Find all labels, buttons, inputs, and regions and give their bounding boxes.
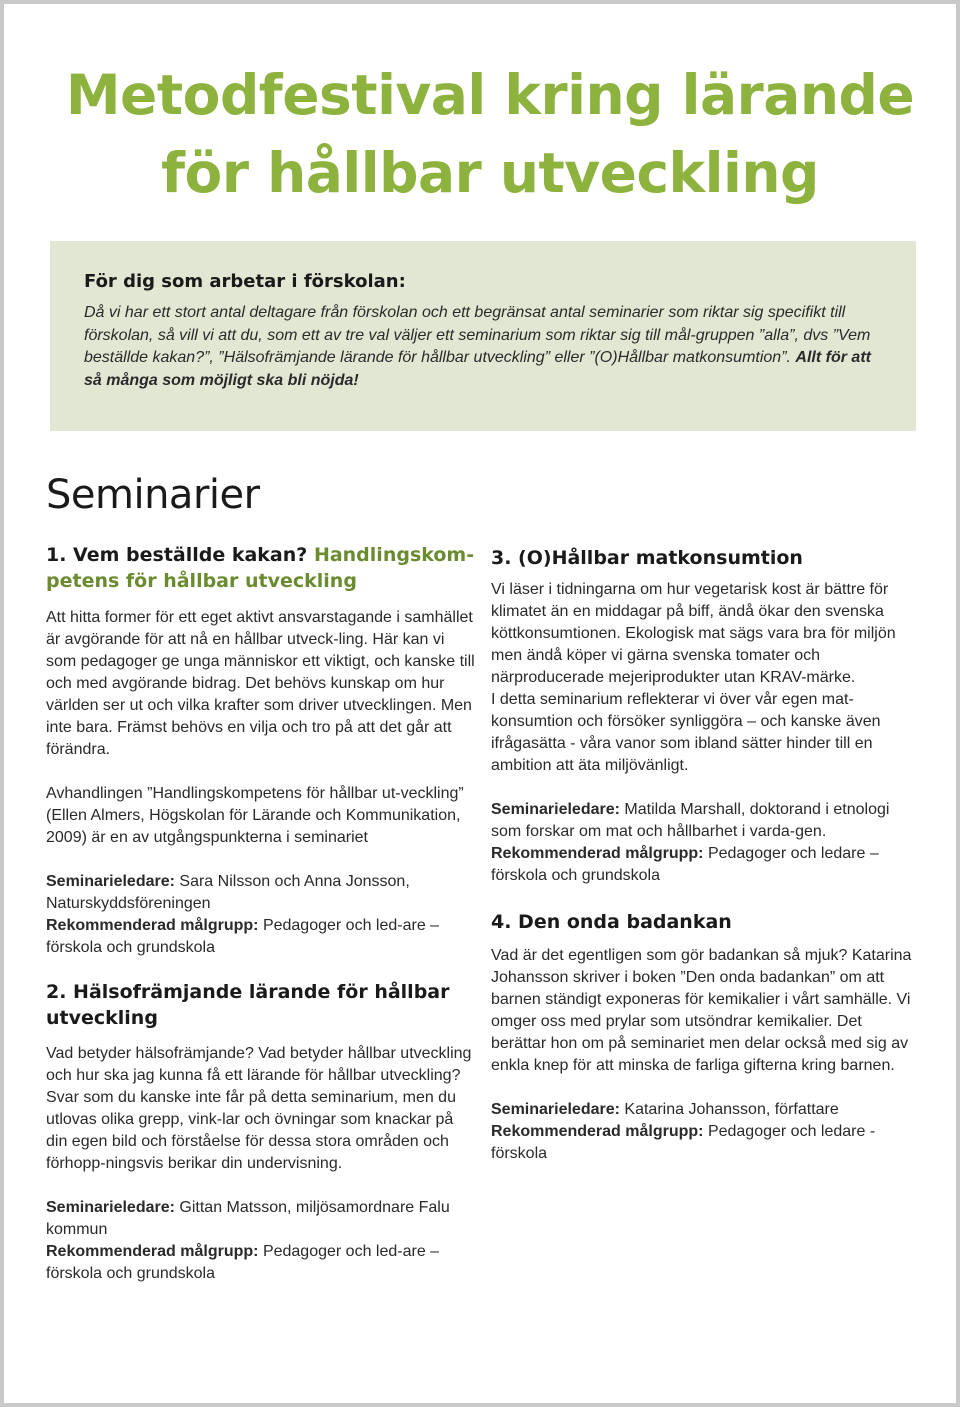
right-column: [491, 545, 921, 1165]
seminar-1-heading-number: 1. Vem beställde kakan?: [46, 544, 308, 566]
seminar-3-reflection: I detta seminarium reflekterar vi över vår egen mat-konsumtion och försöker synliggöra – och kanske även ifrågasätta - våra vanor som ibland sätter hinder till en ambition att äta miljövänligt.: [491, 691, 881, 774]
page-title-line-1: Metodfestival kring lärande: [65, 63, 915, 127]
page-title-line-2: för hållbar utveckling: [161, 141, 819, 205]
intro-text-body: Då vi har ett stort antal deltagare från förskolan och ett begränsat antal seminarier som riktar sig specifikt till förskolan, så vill vi att du, som ett av tre val väljer ett seminarium som riktar sig till mål-gruppen ”alla”, dvs ”Vem beställde kakan?”, ”Hälsofrämjande lärande för hållbar utveckling” eller ”(O)Hållbar matkonsumtion”.: [84, 304, 871, 366]
seminar-3-target-value: Pedagoger och ledare – förskola och grundskola: [491, 845, 879, 884]
seminar-4-target-value: Pedagoger och ledare - förskola: [491, 1123, 876, 1162]
intro-box: [50, 241, 916, 431]
seminar-3-heading: [491, 545, 921, 571]
seminar-1-leader-value: Sara Nilsson och Anna Jonsson, Naturskyddsföreningen: [46, 873, 410, 912]
seminar-1-leader-label: Seminarieledare:: [46, 873, 175, 890]
seminar-4-heading: [491, 909, 921, 935]
seminar-1-leader: [46, 871, 476, 915]
seminar-1-description: Att hitta former för ett eget aktivt ansvarstagande i samhället är avgörande för att nå en hållbar utveck-ling. Här kan vi som pedagoger ge unga människor ett viktigt, och kanske till och med avgörande bidrag. Det behövs kunskap om hur världen ser ut och vilka krafter som driver utvecklingen. Men inte bara. Främst behövs en vilja och tro på att det går att förändra.: [46, 609, 475, 758]
seminar-4-leader-label: Seminarieledare:: [491, 1101, 620, 1118]
intro-text-emphasis: Allt för att så många som möjligt ska bli nöjda!: [84, 349, 871, 389]
left-column: [46, 542, 476, 1285]
page-title: [60, 56, 920, 212]
seminar-1-heading: [46, 542, 476, 594]
seminar-4-description: Vad är det egentligen som gör badankan så mjuk? Katarina Johansson skriver i boken ”Den onda badankan” om att barnen ständigt exponeras för kemikalier i vårt samhälle. Vi omger oss med prylar som utsöndrar kemikalier. Det berättar hon om på seminariet men delar också med sig av enkla knep för att minska de farliga gifterna kring barnen.: [491, 947, 912, 1074]
seminar-2-target-label: Rekommenderad målgrupp:: [46, 1243, 259, 1260]
seminar-1-reference: Avhandlingen ”Handlingskompetens för hållbar ut-veckling” (Ellen Almers, Högskolan för Lärande och Kommunikation, 2009) är en av utgångspunkterna i seminariet: [46, 785, 464, 846]
seminar-2-leader-value: Gittan Matsson, miljösamordnare Falu kommun: [46, 1199, 450, 1238]
seminar-1-target-label: Rekommenderad målgrupp:: [46, 917, 259, 934]
intro-text: [84, 302, 882, 392]
seminar-1-heading-subtitle: Handlingskom-petens för hållbar utveckling: [46, 544, 475, 592]
seminar-1-target: [46, 915, 476, 959]
seminar-3-leader-value: Matilda Marshall, doktorand i etnologi som forskar om mat och hållbarhet i varda-gen.: [491, 801, 890, 840]
seminar-1-target-value: Pedagoger och led-are – förskola och grundskola: [46, 917, 440, 956]
seminar-4-target: [491, 1121, 921, 1165]
seminar-4-leader-value: Katarina Johansson, författare: [624, 1101, 839, 1118]
seminar-4-leader: [491, 1099, 921, 1121]
intro-heading: För dig som arbetar i förskolan:: [84, 271, 406, 292]
seminar-3-target-label: Rekommenderad målgrupp:: [491, 845, 704, 862]
section-title: Seminarier: [46, 472, 260, 518]
seminar-2-target: [46, 1241, 476, 1285]
seminar-2-description: Vad betyder hälsofrämjande? Vad betyder hållbar utveckling och hur ska jag kunna få ett lärande för hållbar utveckling? Svar som du kanske inte får på detta seminarium, men du utlovas olika grepp, vink-lar och övningar som knackar på din egen bild och förståelse för dessa stora områden och förhopp-ningsvis berikar din undervisning.: [46, 1045, 472, 1172]
seminar-4-target-label: Rekommenderad målgrupp:: [491, 1123, 704, 1140]
seminar-3-heading-text: 3. (O)Hållbar matkonsumtion: [491, 547, 803, 569]
seminar-2-leader: [46, 1197, 476, 1241]
seminar-3-leader-label: Seminarieledare:: [491, 801, 620, 818]
seminar-2-heading: [46, 979, 476, 1031]
seminar-3-description: Vi läser i tidningarna om hur vegetarisk kost är bättre för klimatet än en middagar på biff, ändå ökar den svenska köttkonsumtionen. Ekologisk mat sägs vara bra för miljön men ändå köper vi gärna svenska tomater och närproducerade mejeriprodukter utan KRAV-märke.: [491, 581, 896, 686]
seminar-2-target-value: Pedagoger och led-are – förskola och grundskola: [46, 1243, 440, 1282]
seminar-2-heading-text: 2. Hälsofrämjande lärande för hållbar utveckling: [46, 981, 450, 1029]
seminar-2-leader-label: Seminarieledare:: [46, 1199, 175, 1216]
seminar-4-heading-text: 4. Den onda badankan: [491, 911, 732, 933]
seminar-3-target: [491, 843, 921, 887]
seminar-3-leader: [491, 799, 921, 843]
